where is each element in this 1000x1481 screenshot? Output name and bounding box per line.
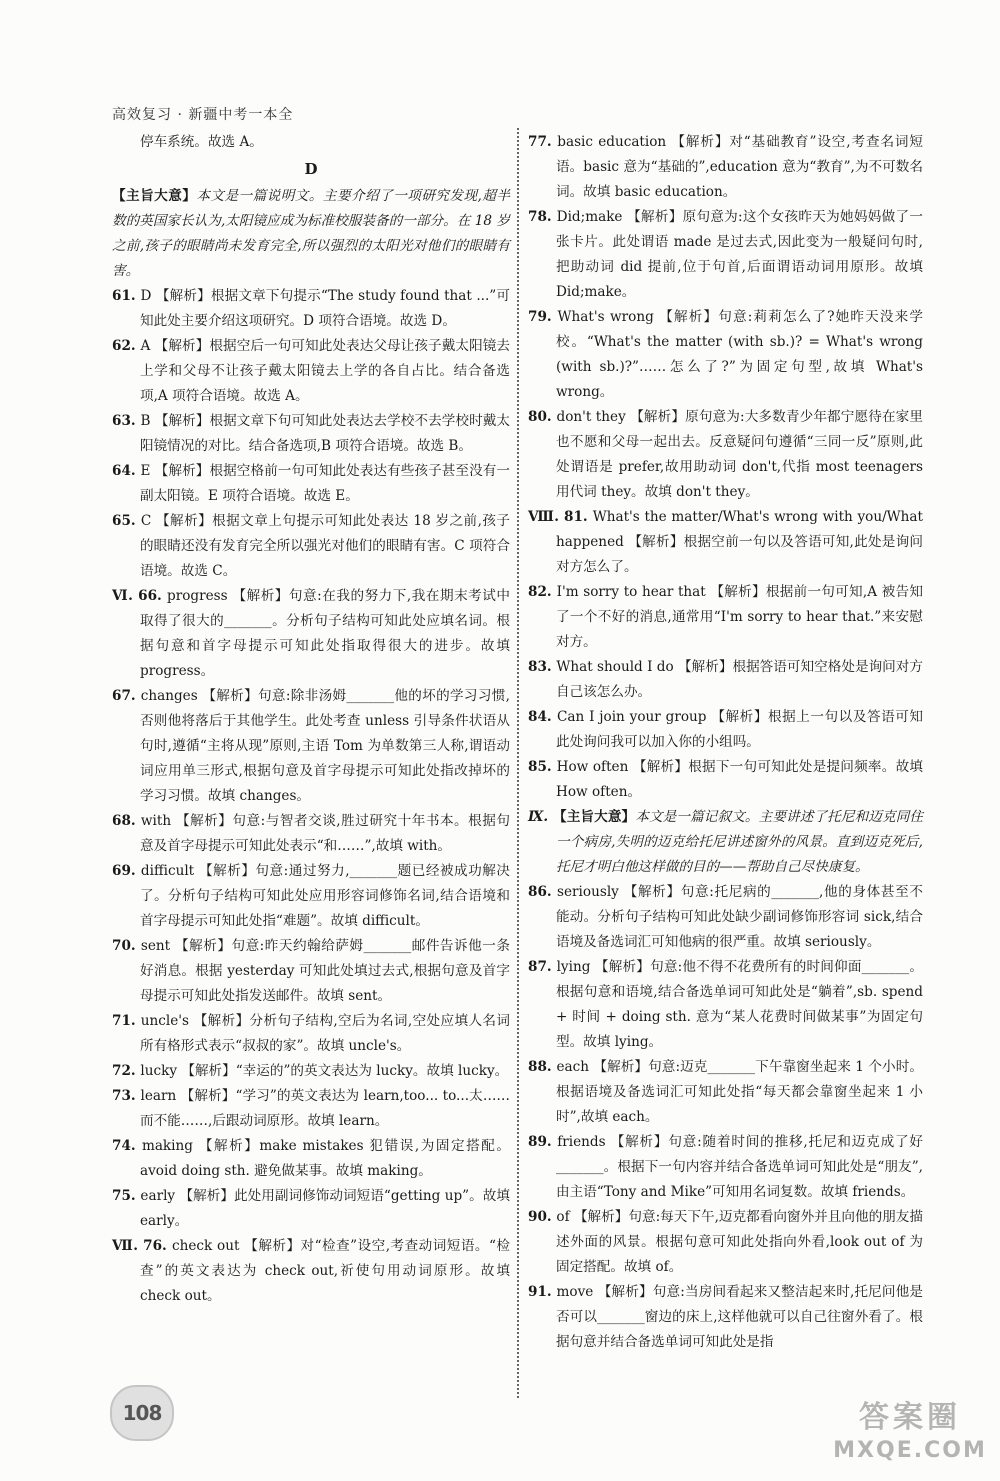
answer-item: 71. uncle's 【解析】分析句子结构,空后为名词,空处应填人名词所有格形式表示“叔叔的家”。故填 uncle's。 (112, 1013, 510, 1054)
answer-item: Ⅷ. 81. What's the matter/What's wrong with you/What happened 【解析】根据空前一句以及答语可知,此处是询问对方怎么了。 (528, 509, 923, 575)
item-number: 70. (112, 938, 141, 954)
item-number: 61. (112, 288, 141, 304)
answer-item: 85. How often 【解析】根据下一句可知此处是提问频率。故填 How often。 (528, 759, 923, 800)
watermark-logo: 答案圈 (859, 1400, 961, 1435)
item-number: 80. (528, 409, 557, 425)
watermark (830, 1400, 990, 1476)
item-number: 90. (528, 1209, 557, 1225)
item-number: 91. (528, 1284, 557, 1300)
answer-item: Ⅵ. 66. progress 【解析】句意:在我的努力下,我在期末考试中取得了很大的_______。分析句子结构可知此处应填名词。根据句意和首字母提示可知此处指取得很大的进步。故填 progress。 (112, 588, 510, 679)
answer-item: 69. difficult 【解析】句意:通过努力,_______题已经被成功解决了。分析句子结构可知此处应用形容词修饰名词,结合语境和首字母提示可知此处指“难题”。故填 difficult。 (112, 863, 510, 929)
answer-item: 75. early 【解析】此处用副词修饰动词短语“getting up”。故填 early。 (112, 1188, 510, 1229)
gist-paragraph: Ⅸ. 【主旨大意】本文是一篇记叙文。主要讲述了托尼和迈克同住一个病房,失明的迈克给托尼讲述窗外的风景。直到迈克死后,托尼才明白他这样做的目的——帮助自己尽快康复。 (528, 809, 923, 875)
answer-item: Ⅶ. 76. check out 【解析】对“检查”设空,考查动词短语。“检查”的英文表达为 check out,祈使句用动词原形。故填 check out。 (112, 1238, 510, 1304)
item-number: 63. (112, 413, 141, 429)
item-number: 65. (112, 513, 141, 529)
gist-paragraph: 【主旨大意】本文是一篇说明文。主要介绍了一项研究发现,超半数的英国家长认为,太阳镜应成为标准校服装备的一部分。在 18 岁之前,孩子的眼睛尚未发育完全,所以强烈的太阳光对他们的眼睛有害。 (112, 188, 510, 279)
item-number: 71. (112, 1013, 141, 1029)
answer-item: 90. of 【解析】句意:每天下午,迈克都看向窗外并且向他的朋友描述外面的风景。根据句意可知此处指向外看,look out of 为固定搭配。故填 of。 (528, 1209, 924, 1275)
gist-label: 【主旨大意】 (112, 188, 197, 204)
item-number: 85. (528, 759, 557, 775)
answer-item: 65. C 【解析】根据文章上句提示可知此处表达 18 岁之前,孩子的眼睛还没有发育完全所以强光对他们的眼睛有害。C 项符合语境。故选 C。 (112, 513, 510, 579)
item-number: 82. (528, 584, 557, 600)
section-number: Ⅸ. (528, 809, 553, 825)
item-number: 86. (528, 884, 558, 900)
answer-item: 83. What should I do 【解析】根据答语可知空格处是询问对方自己该怎么办。 (528, 659, 923, 700)
answer-item: 67. changes 【解析】句意:除非汤姆_______他的坏的学习习惯,否则他将落后于其他学生。此处考查 unless 引导条件状语从句时,遵循“主将从现”原则,主语 Tom 为单数第三人称,谓语动词应用单三形式,根据句意及首字母提示可知此处指改掉坏的学习习惯。故填 changes。 (112, 688, 511, 804)
answer-item: 61. D 【解析】根据文章下句提示“The study found that ...”可知此处主要介绍这项研究。D 项符合语境。故选 D。 (112, 288, 510, 329)
item-number: 78. (528, 209, 557, 225)
item-number: Ⅵ. 66. (112, 588, 168, 604)
item-number: 87. (528, 959, 557, 975)
answer-item: 72. lucky 【解析】“幸运的”的英文表达为 lucky。故填 lucky。 (112, 1063, 509, 1079)
section-heading: D (304, 160, 318, 178)
answer-item: 70. sent 【解析】句意:昨天约翰给萨姆_______邮件告诉他一条好消息。根据 yesterday 可知此处填过去式,根据句意及首字母提示可知此处指发送邮件。故填 sent。 (112, 938, 510, 1004)
answer-item: 84. Can I join your group 【解析】根据上一句以及答语可知此处询问我可以加入你的小组吗。 (528, 709, 923, 750)
item-number: 69. (112, 863, 141, 879)
right-column (528, 130, 923, 1355)
answer-item: 77. basic education 【解析】对“基础教育”设空,考查名词短语。basic 意为“基础的”,education 意为“教育”,为不可数名词。故填 basic education。 (528, 134, 923, 200)
item-number: Ⅶ. 76. (112, 1238, 172, 1254)
item-number: 88. (528, 1059, 557, 1075)
item-number: 83. (528, 659, 557, 675)
item-number: 75. (112, 1188, 141, 1204)
answer-item: 88. each 【解析】句意:迈克_______下午靠窗坐起来 1 个小时。根据语境及备选词汇可知此处指“每天都会靠窗坐起来 1 小时”,故填 each。 (528, 1059, 923, 1125)
item-number: 67. (112, 688, 141, 704)
left-column (112, 130, 510, 1309)
answer-item: 80. don't they 【解析】原句意为:大多数青少年都宁愿待在家里也不愿和父母一起出去。反意疑问句遵循“三同一反”原则,此处谓语是 prefer,故用助动词 don't,代指 most teenagers 用代词 they。故填 don't they。 (528, 409, 923, 500)
item-number: 64. (112, 463, 141, 479)
paragraph: 停车系统。故选 A。 (140, 134, 263, 150)
item-number: 73. (112, 1088, 141, 1104)
column-divider (517, 128, 519, 1398)
item-number: 79. (528, 309, 558, 325)
answer-item: 63. B 【解析】根据文章下句可知此处表达去学校不去学校时戴太阳镜情况的对比。结合备选项,B 项符合语境。故选 B。 (112, 413, 510, 454)
answer-item: 78. Did;make 【解析】原句意为:这个女孩昨天为她妈妈做了一张卡片。此处谓语 made 是过去式,因此变为一般疑问句时,把助动词 did 提前,位于句首,后面谓语动词用原形。故填 Did;make。 (528, 209, 923, 300)
answer-item: 79. What's wrong 【解析】句意:莉莉怎么了?她昨天没来学校。“What's the matter (with sb.)? = What's wrong (with sb.)?”……怎么了?”为固定句型,故填 What's wrong。 (528, 309, 923, 400)
item-number: 77. (528, 134, 558, 150)
watermark-url: MXQE.COM (833, 1438, 987, 1463)
item-number: 72. (112, 1063, 141, 1079)
answer-item: 87. lying 【解析】句意:他不得不花费所有的时间仰面_______。根据句意和语境,结合备选单词可知此处是“躺着”,sb. spend + 时间 + doing sth. 意为“某人花费时间做某事”为固定句型。故填 lying。 (528, 959, 923, 1050)
answer-item: 89. friends 【解析】句意:随着时间的推移,托尼和迈克成了好_______。根据下一句内容并结合备选单词可知此处是“朋友”,由主语“Tony and Mike”可知用名词复数。故填 friends。 (528, 1134, 923, 1200)
running-header: 高效复习 · 新疆中考一本全 (112, 107, 294, 123)
answer-item: 62. A 【解析】根据空后一句可知此处表达父母让孩子戴太阳镜去上学和父母不让孩子戴太阳镜去上学的各自占比。结合备选项,A 项符合语境。故选 A。 (112, 338, 510, 404)
item-number: 89. (528, 1134, 558, 1150)
answer-item: 86. seriously 【解析】句意:托尼病的_______,他的身体甚至不能动。分析句子结构可知此处缺少副词修饰形容词 sick,结合语境及备选词汇可知他病的很严重。故填 seriously。 (528, 884, 923, 950)
item-number: 74. (112, 1138, 142, 1154)
answer-item: 73. learn 【解析】“学习”的英文表达为 learn,too... to...太……而不能……,后跟动词原形。故填 learn。 (112, 1088, 511, 1129)
answer-item: 82. I'm sorry to hear that 【解析】根据前一句可知,A 被告知了一个不好的消息,通常用“I'm sorry to hear that.”来安慰对方。 (528, 584, 923, 650)
item-number: 84. (528, 709, 557, 725)
gist-label: 【主旨大意】 (553, 809, 636, 825)
answer-item: 91. move 【解析】句意:当房间看起来又整洁起来时,托尼问他是否可以_______窗边的床上,这样他就可以自己往窗外看了。根据句意并结合备选单词可知此处是指 (528, 1284, 923, 1350)
page-number: 108 (110, 1385, 174, 1441)
answer-item: 68. with 【解析】句意:与智者交谈,胜过研究十年书本。根据句意及首字母提示可知此处表示“和……”,故填 with。 (112, 813, 510, 854)
answer-item: 64. E 【解析】根据空格前一句可知此处表达有些孩子甚至没有一副太阳镜。E 项符合语境。故选 E。 (112, 463, 510, 504)
item-number: 68. (112, 813, 141, 829)
answer-item: 74. making 【解析】make mistakes 犯错误,为固定搭配。avoid doing sth. 避免做某事。故填 making。 (112, 1138, 510, 1179)
item-number: 62. (112, 338, 141, 354)
item-number: Ⅷ. 81. (528, 509, 593, 525)
